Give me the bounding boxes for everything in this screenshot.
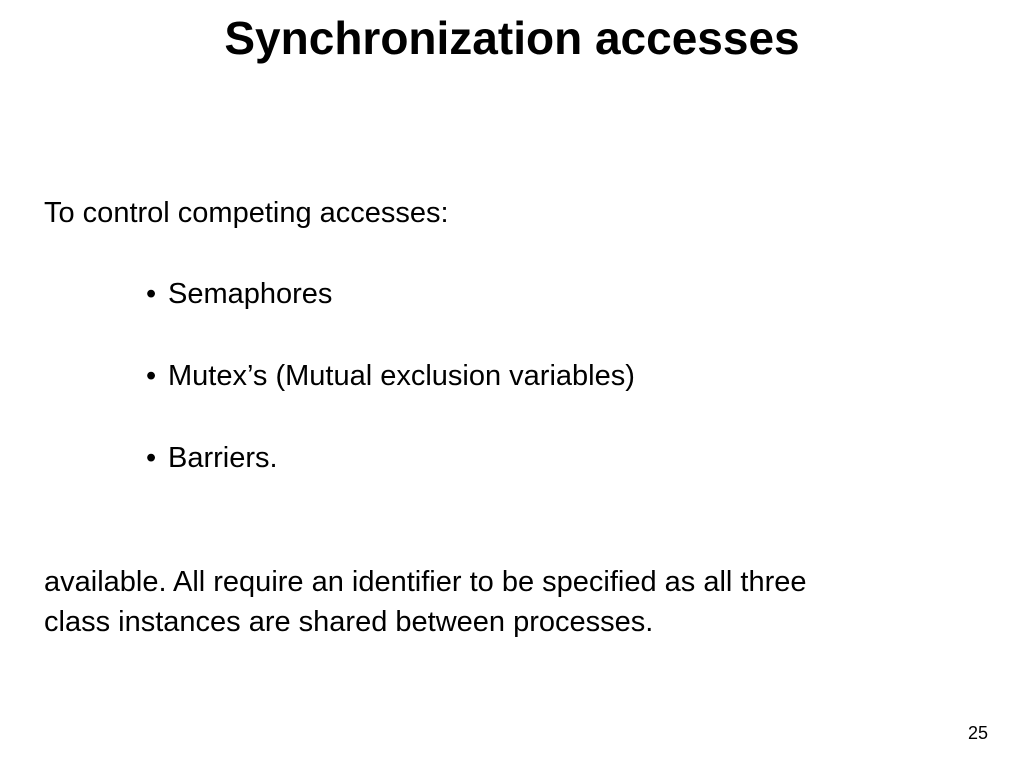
intro-text: To control competing accesses: bbox=[44, 197, 449, 229]
slide-title: Synchronization accesses bbox=[224, 12, 800, 64]
note-paragraph bbox=[44, 562, 984, 642]
bullet-icon: • bbox=[146, 360, 157, 392]
note-line: class instances are shared between processes. bbox=[44, 606, 654, 638]
bullet-label: Semaphores bbox=[168, 278, 333, 310]
bullet-item-mutex bbox=[146, 357, 635, 395]
note-line: available. All require an identifier to be specified as all three bbox=[44, 566, 807, 598]
bullet-item-barriers bbox=[146, 439, 635, 477]
bullet-label: Mutex’s (Mutual exclusion variables) bbox=[168, 360, 635, 392]
bullet-icon: • bbox=[146, 442, 157, 474]
bullet-label: Barriers. bbox=[168, 442, 278, 474]
bullet-icon: • bbox=[146, 278, 157, 310]
bullet-item-semaphores bbox=[146, 275, 635, 313]
bullet-list bbox=[146, 275, 635, 521]
page-number: 25 bbox=[967, 723, 988, 743]
